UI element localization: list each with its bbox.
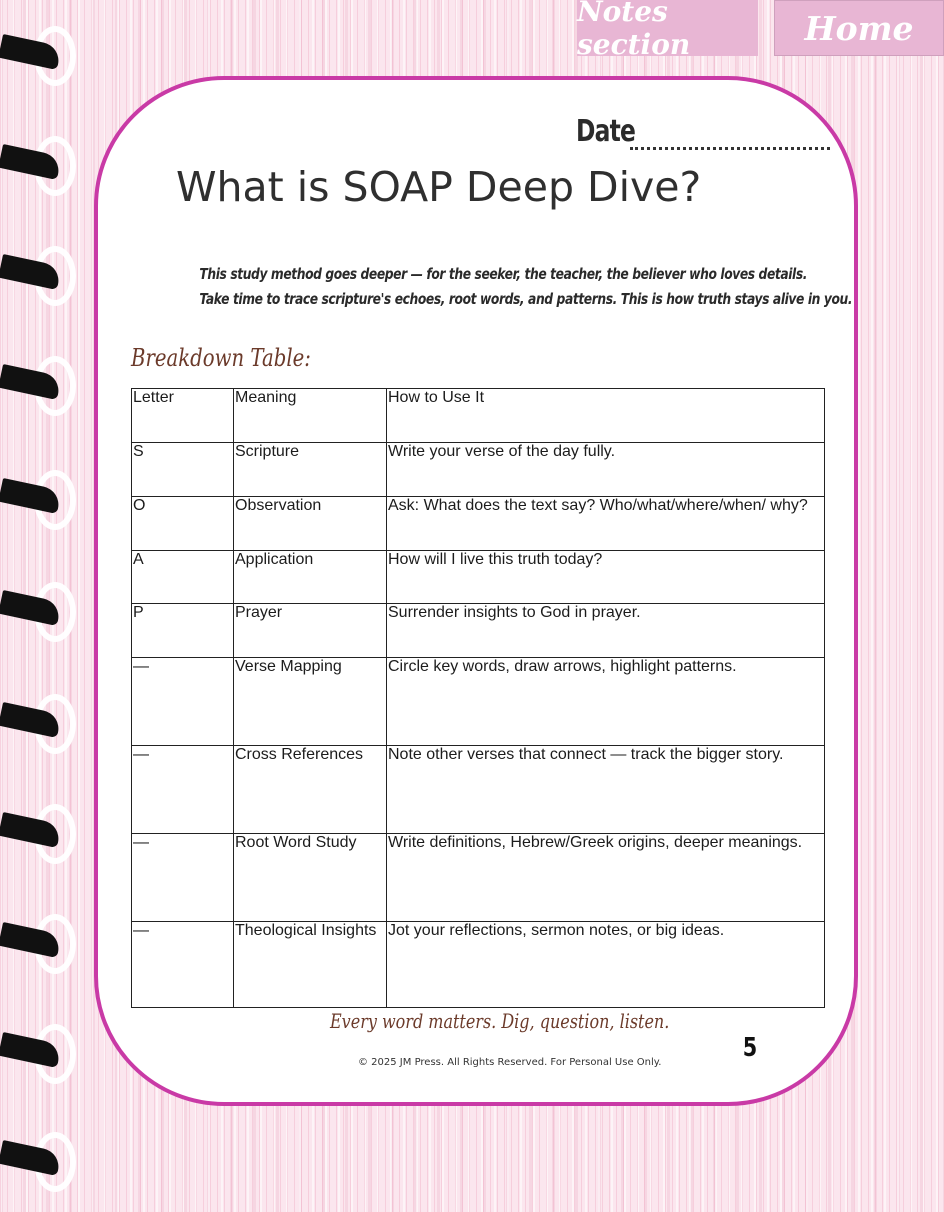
date-label: Date [576,114,636,149]
table-header-cell: How to Use It [387,389,825,443]
table-cell-usage: Write your verse of the day fully. [387,443,825,497]
table-row [132,746,825,834]
table-cell-letter: — [132,658,234,746]
table-cell-usage: Circle key words, draw arrows, highlight patterns. [387,658,825,746]
intro-line: Take time to trace scripture's echoes, root words, and patterns. This is how truth stays alive in you. [199,290,853,308]
table-cell-usage: Note other verses that connect — track the bigger story. [387,746,825,834]
table-cell-usage: Jot your reflections, sermon notes, or big ideas. [387,922,825,1008]
table-row [132,834,825,922]
table-cell-usage: Write definitions, Hebrew/Greek origins, deeper meanings. [387,834,825,922]
table-cell-usage: How will I live this truth today? [387,551,825,604]
table-cell-letter: O [132,497,234,551]
binding-ring [0,22,90,102]
table-row [132,497,825,551]
table-row [132,658,825,746]
date-field[interactable] [630,147,830,150]
table-cell-letter: P [132,604,234,658]
copyright: © 2025 JM Press. All Rights Reserved. For Personal Use Only. [358,1057,662,1068]
table-header-cell: Letter [132,389,234,443]
table-cell-meaning: Prayer [234,604,387,658]
footer-note: Every word matters. Dig, question, listen. [330,1009,670,1033]
tab-notes-section[interactable]: Notes section [577,0,758,56]
table-cell-letter: A [132,551,234,604]
binding-ring [0,466,90,546]
binding-ring [0,578,90,658]
section-heading: Breakdown Table: [131,344,311,372]
table-header-row [132,389,825,443]
binding-ring [0,690,90,770]
table-cell-meaning: Scripture [234,443,387,497]
tab-home[interactable]: Home [774,0,944,56]
table-cell-usage: Surrender insights to God in prayer. [387,604,825,658]
intro-line: This study method goes deeper — for the seeker, the teacher, the believer who loves details. [199,265,808,283]
binding-ring [0,1128,90,1208]
page-title: What is SOAP Deep Dive? [176,163,702,211]
table-cell-meaning: Root Word Study [234,834,387,922]
table-cell-letter: — [132,922,234,1008]
table-cell-meaning: Application [234,551,387,604]
table-row [132,551,825,604]
table-header-cell: Meaning [234,389,387,443]
table-cell-letter: S [132,443,234,497]
table-cell-letter: — [132,746,234,834]
binding-ring [0,352,90,432]
table-row [132,604,825,658]
binding-ring [0,910,90,990]
binding-ring [0,132,90,212]
table-cell-meaning: Theological Insights [234,922,387,1008]
table-cell-meaning: Verse Mapping [234,658,387,746]
breakdown-table [131,388,825,1008]
binding-ring [0,242,90,322]
table-cell-meaning: Observation [234,497,387,551]
table-cell-meaning: Cross References [234,746,387,834]
page-number: 5 [742,1033,758,1063]
table-row [132,443,825,497]
intro-text [140,262,853,312]
table-cell-letter: — [132,834,234,922]
binding-ring [0,1020,90,1100]
binding-ring [0,800,90,880]
table-row [132,922,825,1008]
table-cell-usage: Ask: What does the text say? Who/what/where/when/ why? [387,497,825,551]
